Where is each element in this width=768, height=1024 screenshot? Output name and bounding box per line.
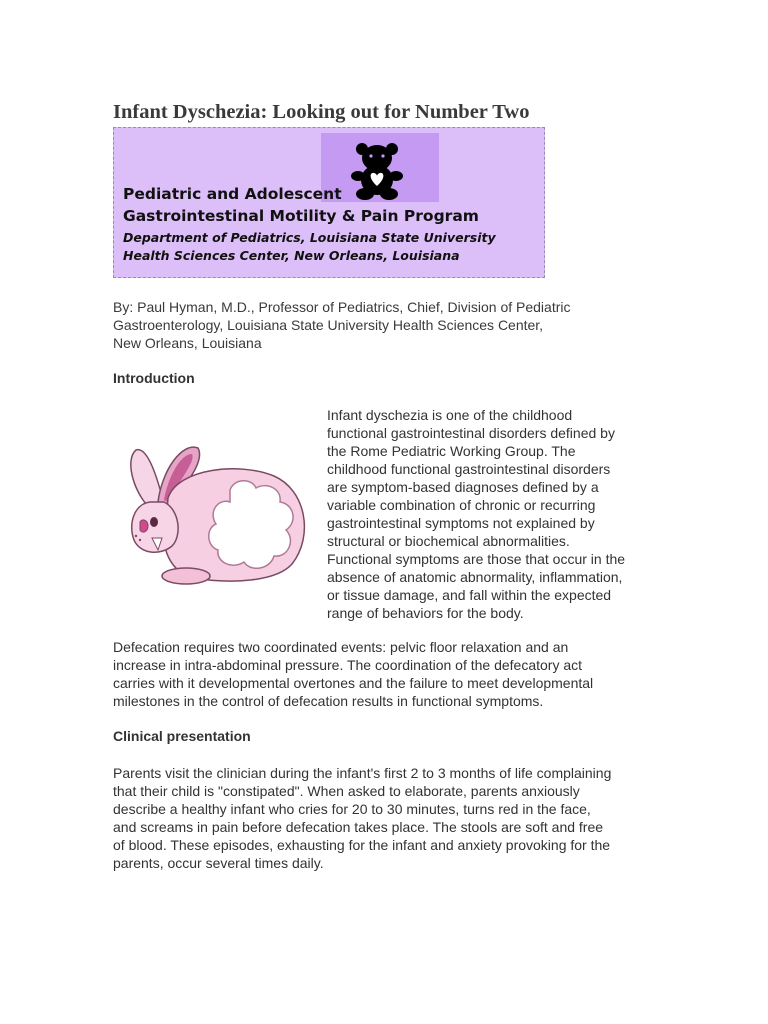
article-title: Infant Dyschezia: Looking out for Number Two (113, 101, 530, 123)
program-banner (113, 127, 545, 278)
paragraph-line: that their child is "constipated". When asked to elaborate, parents anxiously (113, 783, 580, 799)
paragraph-line: Functional symptoms are those that occur in the (327, 551, 626, 567)
paragraph-line: childhood functional gastrointestinal disorders (327, 461, 611, 477)
byline-line: By: Paul Hyman, M.D., Professor of Pediatrics, Chief, Division of Pediatric (113, 299, 571, 315)
paragraph-line: or tissue damage, and fall within the expected (327, 587, 612, 603)
introduction-heading: Introduction (113, 370, 195, 386)
clinical-paragraph (113, 764, 611, 872)
banner-line-1: Pediatric and Adolescent (123, 185, 342, 203)
paragraph-line: milestones in the control of defecation results in functional symptoms. (113, 693, 544, 709)
teddy-bear-heart-icon (350, 142, 404, 200)
paragraph-line: and screams in pain before defecation takes place. The stools are soft and free (113, 819, 604, 835)
paragraph-line: range of behaviors for the body. (327, 605, 524, 621)
paragraph-line: Defecation requires two coordinated events: pelvic floor relaxation and an (113, 639, 569, 655)
byline-line: New Orleans, Louisiana (113, 335, 262, 351)
paragraph-line: functional gastrointestinal disorders defined by (327, 425, 615, 441)
banner-line-3: Department of Pediatrics, Louisiana State University (123, 230, 496, 245)
paragraph-line: are symptom-based diagnoses defined by a (327, 479, 599, 495)
pink-bunny-illustration (120, 440, 312, 590)
paragraph-line: increase in intra-abdominal pressure. The coordination of the defecatory act (113, 657, 583, 673)
paragraph-line: of blood. These episodes, exhausting for the infant and anxiety provoking for the (113, 837, 611, 853)
paragraph-line: Parents visit the clinician during the infant's first 2 to 3 months of life complaining (113, 765, 612, 781)
paragraph-line: absence of anatomic abnormality, inflammation, (327, 569, 623, 585)
paragraph-line: describe a healthy infant who cries for 20 to 30 minutes, turns red in the face, (113, 801, 591, 817)
banner-line-2: Gastrointestinal Motility & Pain Program (123, 207, 479, 225)
byline-line: Gastroenterology, Louisiana State University Health Sciences Center, (113, 317, 544, 333)
introduction-paragraph-1 (327, 406, 625, 622)
clinical-presentation-heading: Clinical presentation (113, 728, 251, 744)
banner-line-4: Health Sciences Center, New Orleans, Louisiana (123, 248, 460, 263)
paragraph-line: gastrointestinal symptoms not explained by (327, 515, 595, 531)
paragraph-line: the Rome Pediatric Working Group. The (327, 443, 576, 459)
paragraph-line: structural or biochemical abnormalities. (327, 533, 570, 549)
author-byline (113, 298, 633, 352)
paragraph-line: parents, occur several times daily. (113, 855, 324, 871)
paragraph-line: carries with it developmental overtones and the failure to meet developmental (113, 675, 594, 691)
introduction-paragraph-2 (113, 638, 593, 710)
paragraph-line: Infant dyschezia is one of the childhood (327, 407, 573, 423)
paragraph-line: variable combination of chronic or recurring (327, 497, 596, 513)
